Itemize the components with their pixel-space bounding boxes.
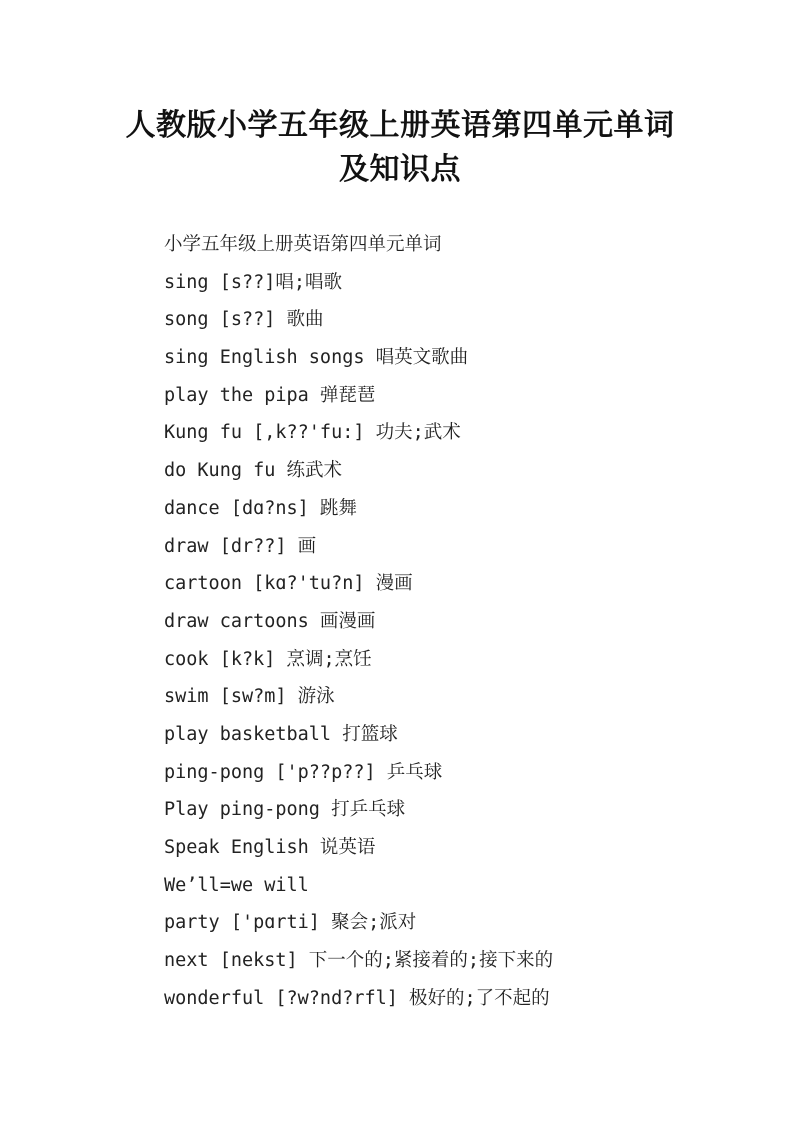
vocabulary-line: wonderful [?w?nd?rfl] 极好的;了不起的 <box>164 987 550 1009</box>
vocabulary-line: dance [dɑ?ns] 跳舞 <box>164 497 357 519</box>
document-title-line-2: 及知识点 <box>339 152 461 187</box>
vocabulary-heading: 小学五年级上册英语第四单元单词 <box>164 234 442 255</box>
vocabulary-line: cartoon [kɑ?'tu?n] 漫画 <box>164 573 413 595</box>
vocabulary-line: Kung fu [,k??'fu:] 功夫;武术 <box>164 422 461 444</box>
vocabulary-line: song [s??] 歌曲 <box>164 309 324 331</box>
vocabulary-list <box>164 230 764 1021</box>
vocabulary-line: We’ll=we will <box>164 874 309 896</box>
vocabulary-line: ping-pong ['p??p??] 乒乓球 <box>164 761 443 783</box>
document-title-line-1: 人教版小学五年级上册英语第四单元单词 <box>125 108 675 143</box>
vocabulary-line: draw [dr??] 画 <box>164 535 317 557</box>
vocabulary-line: draw cartoons 画漫画 <box>164 610 376 632</box>
vocabulary-line: play the pipa 弹琵琶 <box>164 384 376 406</box>
vocabulary-line: party ['pɑrti] 聚会;派对 <box>164 912 417 934</box>
vocabulary-line: swim [sw?m] 游泳 <box>164 686 335 708</box>
vocabulary-line: play basketball 打篮球 <box>164 723 398 745</box>
vocabulary-line: cook [k?k] 烹调;烹饪 <box>164 648 372 670</box>
vocabulary-line: do Kung fu 练武术 <box>164 460 343 482</box>
vocabulary-line: Speak English 说英语 <box>164 837 376 858</box>
vocabulary-line: Play ping-pong 打乒乓球 <box>164 799 406 821</box>
vocabulary-line: sing English songs 唱英文歌曲 <box>164 347 469 369</box>
vocabulary-line: next [nekst] 下一个的;紧接着的;接下来的 <box>164 950 554 972</box>
vocabulary-line: sing [s??]唱;唱歌 <box>164 271 343 293</box>
